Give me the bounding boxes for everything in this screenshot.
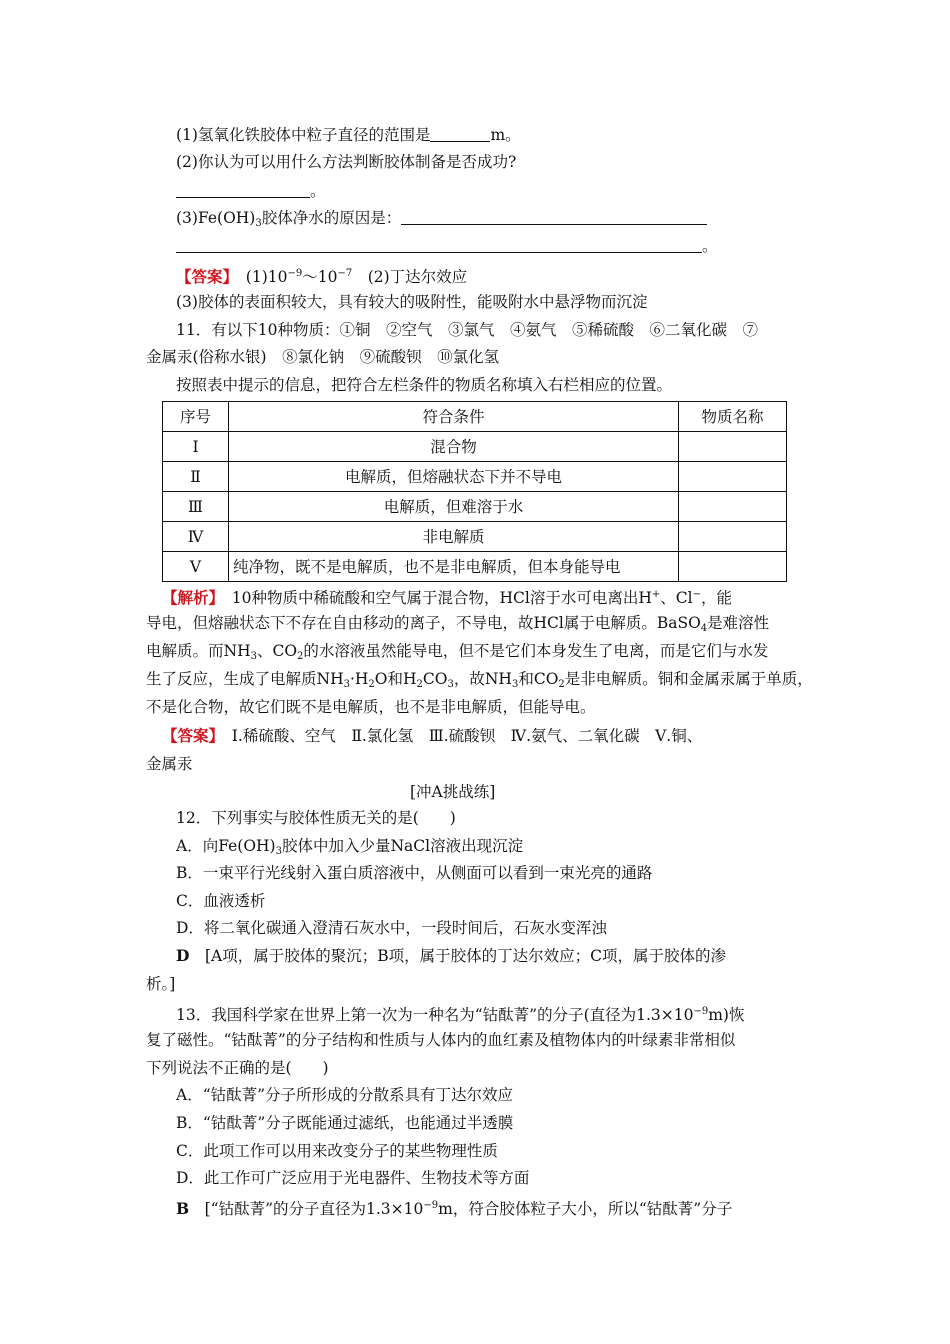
table-cell-condition: 电解质，但熔融状态下并不导电 xyxy=(229,462,679,492)
subscript: 3 xyxy=(275,846,282,857)
subscript: 3 xyxy=(447,679,454,690)
q11-analysis-line1 xyxy=(162,585,732,608)
answer-blank xyxy=(401,210,707,225)
q13-stem-line1 xyxy=(176,1002,744,1025)
section-title: [冲A挑战练] xyxy=(410,783,496,801)
subscript: 2 xyxy=(368,679,375,690)
analysis-text: CO xyxy=(422,670,448,688)
analysis-text: ·H xyxy=(349,670,369,688)
analysis-text: 和CO xyxy=(518,670,559,688)
q11-answer-text: Ⅰ.稀硫酸、空气 Ⅱ.氯化氢 Ⅲ.硫酸钡 Ⅳ.氨气、二氧化碳 Ⅴ.铜、 xyxy=(231,727,703,745)
table-cell-substance xyxy=(679,492,787,522)
table-cell-number: Ⅰ xyxy=(163,432,229,462)
table-cell-substance xyxy=(679,462,787,492)
q12-option-b: B．一束平行光线射入蛋白质溶液中，从侧面可以看到一束光亮的通路 xyxy=(176,864,653,882)
table-row xyxy=(163,462,787,492)
q10-part2: (2)你认为可以用什么方法判断胶体制备是否成功? xyxy=(176,153,517,171)
q10-part3-end: 。 xyxy=(702,237,718,255)
q10-part3 xyxy=(176,208,707,234)
table-row xyxy=(163,432,787,462)
superscript: − xyxy=(692,589,701,600)
subscript: 4 xyxy=(700,623,708,634)
table-cell-substance xyxy=(679,522,787,552)
q10-part1 xyxy=(176,125,521,145)
explanation-text: [“钴酞菁”的分子直径为1.3×10 xyxy=(204,1200,424,1218)
table-cell-number: Ⅳ xyxy=(163,522,229,552)
q10-answer-text: (2)丁达尔效应 xyxy=(367,268,468,286)
analysis-text: 导电，但熔融状态下不存在自由移动的离子，不导电，故HCl属于电解质。BaSO xyxy=(146,614,701,632)
table-cell-condition: 电解质，但难溶于水 xyxy=(229,492,679,522)
q12-option-a xyxy=(176,836,523,862)
subscript: 2 xyxy=(558,679,565,690)
answer-key: B xyxy=(176,1199,190,1218)
subscript: 3 xyxy=(255,218,262,229)
analysis-text: 、CO xyxy=(256,642,298,660)
q11-stem-line1: 11．有以下10种物质：①铜 ②空气 ③氯气 ④氨气 ⑤稀硫酸 ⑥二氧化碳 ⑦ xyxy=(176,321,758,339)
option-text: A．向Fe(OH) xyxy=(176,837,276,855)
answer-blank xyxy=(430,127,490,142)
table-row xyxy=(163,552,787,582)
option-text: 胶体中加入少量NaCl溶液出现沉淀 xyxy=(281,837,524,855)
table-cell-number: Ⅴ xyxy=(163,552,229,582)
analysis-text: 、Cl xyxy=(660,589,693,607)
stem-text: 13．我国科学家在世界上第一次为一种名为“钴酞菁”的分子(直径为1.3×10 xyxy=(176,1006,694,1024)
table-row xyxy=(163,492,787,522)
analysis-tag: 【解析】 xyxy=(162,588,217,607)
subscript: 3 xyxy=(511,679,519,690)
answer-tag: 【答案】 xyxy=(162,726,217,745)
q13-option-b: B．“钴酞菁”分子既能通过滤纸，也能通过半透膜 xyxy=(176,1114,514,1132)
superscript: −9 xyxy=(423,1200,439,1211)
q10-part1-unit: m。 xyxy=(490,126,521,144)
q10-answer xyxy=(176,264,467,287)
table-cell-condition: 非电解质 xyxy=(229,522,679,552)
q11-table xyxy=(162,401,787,582)
analysis-text: 是难溶性 xyxy=(707,614,770,632)
q10-part3-blank-line xyxy=(176,236,718,256)
subscript: 2 xyxy=(416,679,423,690)
analysis-text: ，故NH xyxy=(453,670,512,688)
table-header-cell: 序号 xyxy=(163,402,229,432)
table-header-cell: 物质名称 xyxy=(679,402,787,432)
q11-analysis-line4 xyxy=(146,669,813,695)
table-row xyxy=(163,522,787,552)
analysis-text: 生了反应，生成了电解质NH xyxy=(146,670,344,688)
analysis-text: ，能 xyxy=(700,589,732,607)
q13-explanation-line1 xyxy=(176,1196,732,1219)
q11-instruction: 按照表中提示的信息，把符合左栏条件的物质名称填入右栏相应的位置。 xyxy=(176,376,673,394)
answer-tag: 【答案】 xyxy=(176,267,231,286)
q11-analysis-line5: 不是化合物，故它们既不是电解质，也不是非电解质，但能导电。 xyxy=(146,698,596,716)
superscript: −9 xyxy=(693,1006,709,1017)
q13-option-c: C．此项工作可以用来改变分子的某些物理性质 xyxy=(176,1142,498,1160)
analysis-text: 是非电解质。铜和金属汞属于单质， xyxy=(564,670,813,688)
q10-part2-blank-line xyxy=(176,181,326,201)
explanation-text: m，符合胶体粒子大小，所以“钴酞菁”分子 xyxy=(438,1200,733,1218)
superscript: + xyxy=(651,589,661,600)
q13-stem-line3: 下列说法不正确的是( ) xyxy=(146,1059,329,1077)
q11-analysis-line3 xyxy=(146,641,768,667)
subscript: 3 xyxy=(343,679,350,690)
table-header-cell: 符合条件 xyxy=(229,402,679,432)
analysis-text: 电解质。而NH xyxy=(146,642,251,660)
q12-explanation-line2: 析。] xyxy=(146,975,176,993)
subscript: 3 xyxy=(250,651,257,662)
table-cell-number: Ⅱ xyxy=(163,462,229,492)
q10-answer-text: ～10 xyxy=(302,268,338,286)
table-cell-condition: 纯净物，既不是电解质，也不是非电解质，但本身能导电 xyxy=(229,552,679,582)
q13-option-a: A．“钴酞菁”分子所形成的分散系具有丁达尔效应 xyxy=(176,1086,514,1104)
q13-stem-line2: 复了磁性。“钴酞菁”的分子结构和性质与人体内的血红素及植物体内的叶绿素非常相似 xyxy=(146,1031,736,1049)
q12-option-c: C．血液透析 xyxy=(176,892,266,910)
q10-answer-text: (1)10 xyxy=(245,268,288,286)
q10-part3-text-b: 胶体净水的原因是： xyxy=(261,209,402,227)
superscript: −7 xyxy=(337,268,353,279)
explanation-text: [A项，属于胶体的聚沉；B项，属于胶体的丁达尔效应；C项，属于胶体的渗 xyxy=(204,947,726,965)
table-cell-number: Ⅲ xyxy=(163,492,229,522)
subscript: 2 xyxy=(297,651,304,662)
table-cell-substance xyxy=(679,552,787,582)
q11-answer-line1 xyxy=(162,726,702,746)
q10-part2-end: 。 xyxy=(310,182,326,200)
analysis-text: 的水溶液虽然能导电，但不是它们本身发生了电离，而是它们与水发 xyxy=(303,642,769,660)
q11-analysis-line2 xyxy=(146,613,769,639)
q12-stem: 12．下列事实与胶体性质无关的是( ) xyxy=(176,809,456,827)
q10-part3-text-a: (3)Fe(OH) xyxy=(176,209,256,227)
analysis-text: O和H xyxy=(374,670,417,688)
q11-answer-line2: 金属汞 xyxy=(146,755,193,773)
table-cell-condition: 混合物 xyxy=(229,432,679,462)
table-cell-substance xyxy=(679,432,787,462)
q10-part1-text: (1)氢氧化铁胶体中粒子直径的范围是 xyxy=(176,126,431,144)
stem-text: m)恢 xyxy=(708,1006,745,1024)
q11-stem-line2: 金属汞(俗称水银) ⑧氯化钠 ⑨硫酸钡 ⑩氯化氢 xyxy=(146,348,500,366)
q12-option-d: D．将二氧化碳通入澄清石灰水中，一段时间后，石灰水变浑浊 xyxy=(176,919,607,937)
superscript: −9 xyxy=(287,268,303,279)
q13-option-d: D．此工作可广泛应用于光电器件、生物技术等方面 xyxy=(176,1169,530,1187)
q12-explanation-line1 xyxy=(176,946,726,966)
answer-key: D xyxy=(176,946,190,965)
analysis-text: 10种物质中稀硫酸和空气属于混合物，HCl溶于水可电离出H xyxy=(231,589,652,607)
q10-answer-line2: (3)胶体的表面积较大，具有较大的吸附性，能吸附水中悬浮物而沉淀 xyxy=(176,293,648,311)
answer-blank xyxy=(176,238,702,253)
answer-blank xyxy=(176,183,310,198)
table-header-row xyxy=(163,402,787,432)
